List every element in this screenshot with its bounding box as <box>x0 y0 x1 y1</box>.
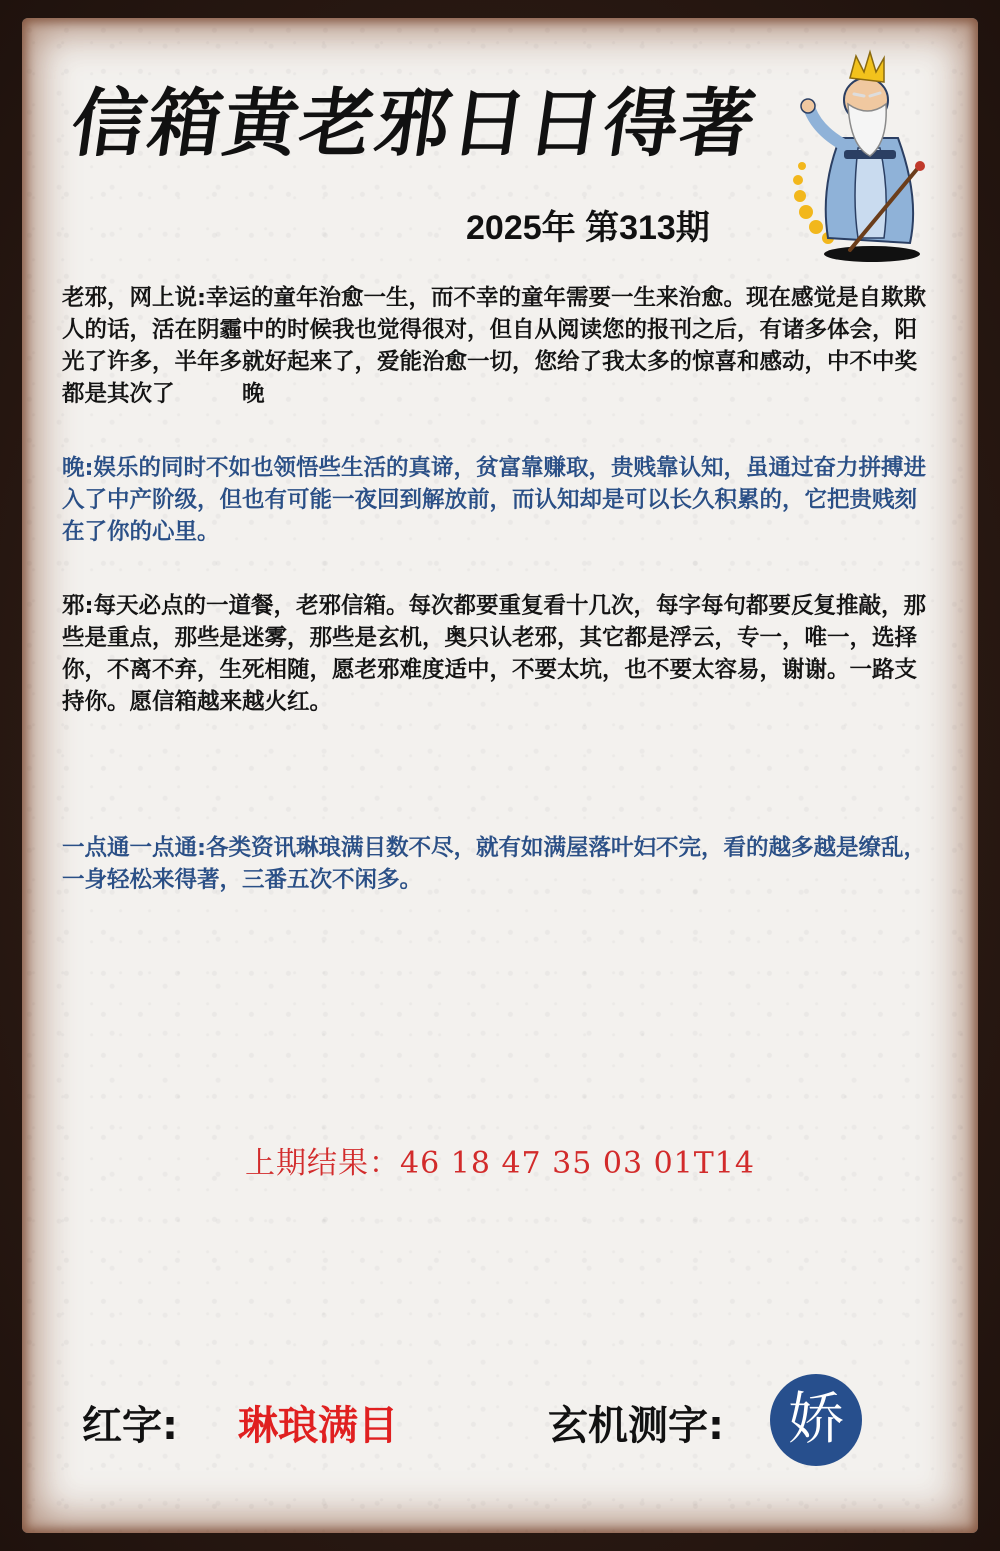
issue-number: 2025年 第313期 <box>466 209 710 247</box>
letter-paragraph-1: 老邪，网上说:幸运的童年治愈一生，而不幸的童年需要一生来治愈。现在感觉是自欺欺人的话，活在阴霾中的时候我也觉得很对，但自从阅读您的报刊之后，有诸多体会，阳光了许多，半年多就好起来了，爱能治愈一切，您给了我太多的惊喜和感动，中不中奖都是其次了 晚 <box>62 285 926 407</box>
mascot-bead <box>793 175 803 185</box>
mascot-eyebrow <box>854 94 864 96</box>
reply-paragraph-1: 晚:娱乐的同时不如也领悟些生活的真谛，贫富靠赚取，贵贱靠认知，虽通过奋力拼搏进入了中产阶级，但也有可能一夜回到解放前，而认知却是可以长久积累的，它把贵贱刻在了你的心里。 <box>62 455 926 545</box>
mascot-crown <box>850 52 884 82</box>
letter-paragraph-2: 邪:每天必点的一道餐，老邪信箱。每次都要重复看十几次，每字每句都要反复推敲，那些是重点，那些是迷雾，那些是玄机，奥只认老邪，其它都是浮云，专一，唯一，选择你，不离不弃，生死相随，愿老邪难度适中，不要太坑，也不要太容易，谢谢。一路支持你。愿信箱越来越火红。 <box>62 593 926 715</box>
red-word-label: 红字: <box>82 1403 178 1449</box>
mystery-character-badge: 娇 <box>770 1374 862 1466</box>
red-word-value: 琳琅满目 <box>238 1403 398 1449</box>
mascot-bead <box>794 190 806 202</box>
previous-result: 上期结果：46 18 47 35 03 01T14 <box>245 1146 755 1181</box>
old-sage-mascot-icon <box>780 38 930 266</box>
mascot-shadow <box>824 246 920 262</box>
mascot-staff-top <box>915 161 925 171</box>
mascot-bead <box>809 220 823 234</box>
mystery-word-label: 玄机测字: <box>548 1403 724 1449</box>
mascot-arm <box>810 110 842 144</box>
mascot-hand <box>801 99 815 113</box>
mascot-bead <box>798 162 806 170</box>
mascot-bead <box>799 205 813 219</box>
page-title: 信箱黄老邪日日得著 <box>66 81 763 167</box>
reply-paragraph-2: 一点通一点通:各类资讯琳琅满目数不尽，就有如满屋落叶妇不完，看的越多越是缭乱，一身轻松来得著，三番五次不闲多。 <box>62 835 926 893</box>
